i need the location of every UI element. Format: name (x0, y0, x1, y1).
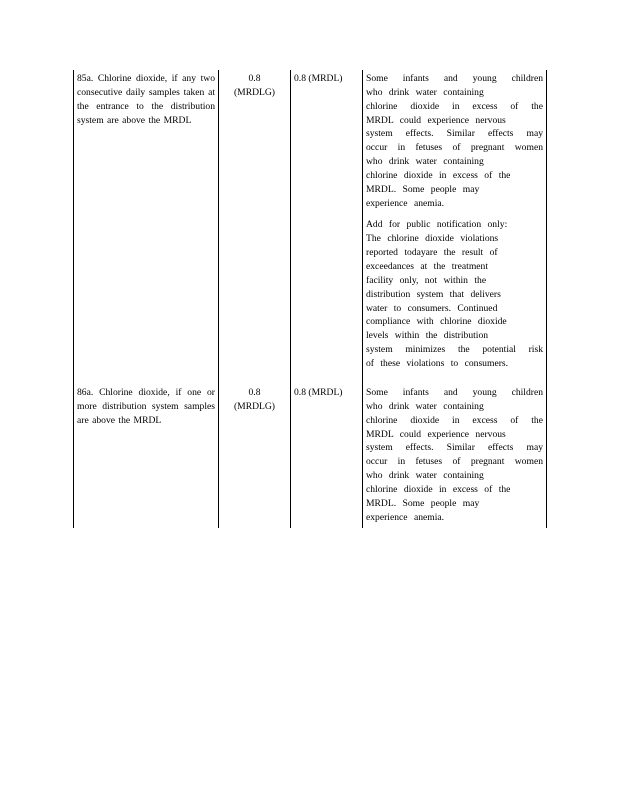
notification-line: of these violations to consumers. (366, 357, 509, 369)
contaminant-cell (74, 70, 219, 384)
health-effects-cell (363, 70, 547, 384)
mrdlg-value: 0.8 (248, 73, 261, 84)
mrdl-text: 0.8 (MRDL) (294, 387, 343, 398)
health-effects-cell (363, 384, 547, 528)
paragraph-gap (366, 210, 543, 218)
health-line: chlorine dioxide in excess of the (366, 100, 543, 112)
mrdlg-value: 0.8 (248, 387, 261, 398)
table-row (74, 70, 547, 384)
health-line: experience anemia. (366, 197, 445, 209)
notification-line: Add for public notification only: (366, 219, 508, 231)
health-line: MRDL. Some people may (366, 497, 480, 509)
mrdl-text: 0.8 (MRDL) (294, 73, 343, 84)
public-notification-paragraph (366, 218, 543, 370)
mrdlg-unit: (MRDLG) (233, 400, 276, 412)
notification-line: exceedances at the treatment (366, 260, 488, 272)
health-line: Some infants and young children (366, 387, 543, 398)
health-line: chlorine dioxide in excess of the (366, 169, 511, 181)
notification-line: distribution system that delivers (366, 288, 501, 300)
contaminant-text: 86a. Chlorine dioxide, if one or more distribution system samples are above the MRDL (77, 387, 215, 426)
notification-line: reported todayare the result of (366, 247, 498, 259)
mrdl-cell (291, 70, 363, 384)
health-line: MRDL could experience nervous (366, 114, 506, 126)
health-line: MRDL. Some people may (366, 183, 480, 195)
mrdlg-unit: (MRDLG) (233, 86, 276, 98)
health-line: occur in fetuses of pregnant women (366, 142, 543, 154)
health-line: who drink water containing (366, 86, 484, 98)
health-line: Some infants and young children (366, 73, 543, 84)
health-effects-paragraph (366, 386, 543, 524)
health-line: experience anemia. (366, 511, 445, 523)
notification-line: system minimizes the potential risk (366, 344, 543, 356)
notification-line: levels within the distribution (366, 330, 489, 342)
health-effects-paragraph (366, 72, 543, 210)
health-line: chlorine dioxide in excess of the (366, 414, 543, 426)
mrdlg-cell (219, 384, 291, 528)
health-line: system effects. Similar effects may (366, 128, 543, 140)
notification-line: compliance with chlorine dioxide (366, 316, 507, 328)
contaminant-cell (74, 384, 219, 528)
health-line: chlorine dioxide in excess of the (366, 483, 511, 495)
table-row (74, 384, 547, 528)
mrdl-cell (291, 384, 363, 528)
notification-line: water to consumers. Continued (366, 302, 498, 314)
health-line: occur in fetuses of pregnant women (366, 456, 543, 468)
mrdlg-cell (219, 70, 291, 384)
contaminant-text: 85a. Chlorine dioxide, if any two consecutive daily samples taken at the entrance to the distribution system are above the MRDL (77, 73, 215, 126)
health-line: who drink water containing (366, 156, 484, 168)
health-line: system effects. Similar effects may (366, 442, 543, 454)
health-effects-table (73, 70, 547, 528)
health-line: who drink water containing (366, 470, 484, 482)
notification-line: The chlorine dioxide violations (366, 233, 499, 245)
health-line: who drink water containing (366, 400, 484, 412)
health-line: MRDL could experience nervous (366, 428, 506, 440)
notification-line: facility only, not within the (366, 274, 487, 286)
